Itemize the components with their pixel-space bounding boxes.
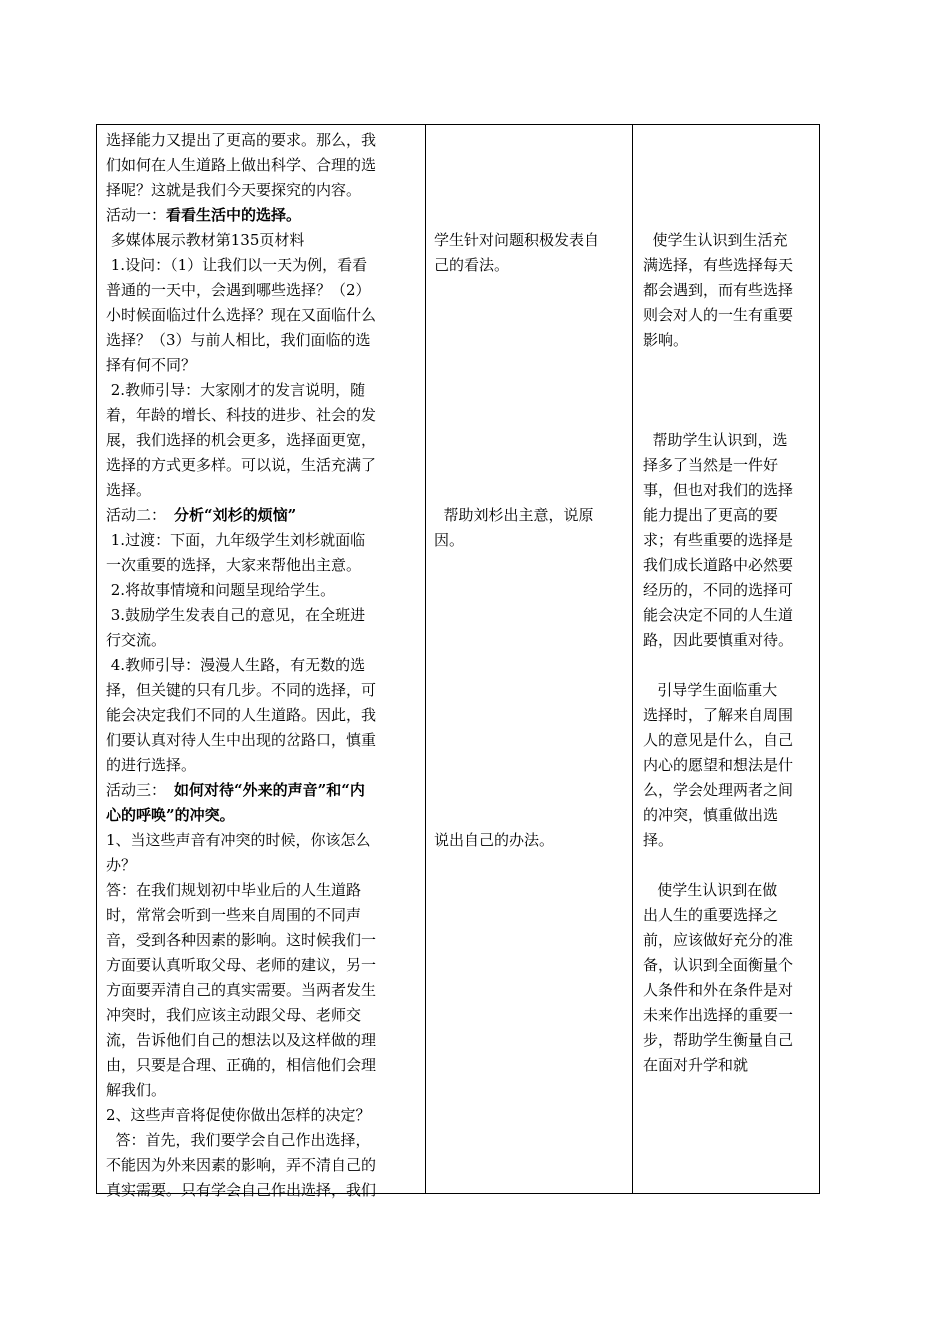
student-text-line: 说出自己的办法。: [434, 831, 555, 849]
intent-text-line: 在面对升学和就: [643, 1056, 749, 1074]
process-text-line: 2.将故事情境和问题呈现给学生。: [106, 581, 336, 599]
process-text-line: 2.教师引导：大家刚才的发言说明，随: [106, 381, 366, 399]
process-text-line: 一次重要的选择，大家来帮他出主意。: [106, 556, 362, 574]
intent-text-line: 未来作出选择的重要一: [643, 1006, 794, 1024]
process-text-line: 的进行选择。: [106, 756, 197, 774]
process-text-line: 普通的一天中，会遇到哪些选择？（2）: [106, 281, 371, 299]
column-divider-1: [425, 125, 426, 1193]
intent-text-line: 帮助学生认识到，选: [643, 431, 788, 449]
activity-title: 如何对待“外来的声音”和“内: [174, 781, 365, 799]
intent-text-line: 能会决定不同的人生道: [643, 606, 794, 624]
intent-text-line: 么，学会处理两者之间: [643, 781, 794, 799]
intent-text-line: 人条件和外在条件是对: [643, 981, 794, 999]
intent-text-line: 满选择，有些选择每天: [643, 256, 794, 274]
process-text-line: 方面要认真听取父母、老师的建议，另一: [106, 956, 377, 974]
process-text-line: 1、当这些声音有冲突的时候，你该怎么: [106, 831, 371, 849]
process-text-line: 由，只要是合理、正确的，相信他们会理: [106, 1056, 377, 1074]
process-text-line: 们要认真对待人生中出现的岔路口，慎重: [106, 731, 377, 749]
intent-text-line: 出人生的重要选择之: [643, 906, 779, 924]
process-text-line: 答：首先，我们要学会自己作出选择，: [106, 1131, 371, 1149]
process-text-line: 2、这些声音将促使你做出怎样的决定？: [106, 1106, 371, 1124]
process-text-line: 流，告诉他们自己的想法以及这样做的理: [106, 1031, 377, 1049]
process-text-line: 方面要弄清自己的真实需要。当两者发生: [106, 981, 377, 999]
process-text-line: 择，但关键的只有几步。不同的选择，可: [106, 681, 377, 699]
process-text-line: 行交流。: [106, 631, 167, 649]
intent-text-line: 事，但也对我们的选择: [643, 481, 794, 499]
process-text-line: 多媒体展示教材第135页材料: [106, 231, 305, 249]
intent-text-line: 影响。: [643, 331, 689, 349]
intent-text-line: 内心的愿望和想法是什: [643, 756, 794, 774]
process-text-line: 3.鼓励学生发表自己的意见，在全班进: [106, 606, 366, 624]
intent-text-line: 引导学生面临重大: [643, 681, 778, 699]
intent-text-line: 我们成长道路中必然要: [643, 556, 794, 574]
student-text-line: 学生针对问题积极发表自: [434, 231, 600, 249]
activity-title: 分析“刘杉的烦恼”: [174, 506, 297, 524]
intent-text-line: 能力提出了更高的要: [643, 506, 779, 524]
intent-text-line: 择。: [643, 831, 674, 849]
process-text-line: 4.教师引导：漫漫人生路，有无数的选: [106, 656, 366, 674]
process-text-line: 们如何在人生道路上做出科学、合理的选: [106, 156, 377, 174]
intent-text-line: 求；有些重要的选择是: [643, 531, 794, 549]
intent-text-line: 择多了当然是一件好: [643, 456, 779, 474]
intent-text-line: 选择时，了解来自周围: [643, 706, 794, 724]
intent-text-line: 前，应该做好充分的准: [643, 931, 794, 949]
process-text-line: 择有何不同？: [106, 356, 197, 374]
process-text-line: 能会决定我们不同的人生道路。因此，我: [106, 706, 377, 724]
activity-title: 看看生活中的选择。: [166, 206, 302, 224]
student-text-line: 因。: [434, 531, 465, 549]
activity-label: 活动三：: [106, 781, 167, 799]
process-text-line: 选择。: [106, 481, 152, 499]
process-text-line: 选择？（3）与前人相比，我们面临的选: [106, 331, 371, 349]
intent-text-line: 备，认识到全面衡量个: [643, 956, 794, 974]
lesson-plan-table: [96, 124, 820, 1199]
activity-label: 活动二：: [106, 506, 167, 524]
process-text-line: 音，受到各种因素的影响。这时候我们一: [106, 931, 377, 949]
process-text-line: 时，常常会听到一些来自周围的不同声: [106, 906, 362, 924]
intent-text-line: 步，帮助学生衡量自己: [643, 1031, 794, 1049]
process-text-line: 选择能力又提出了更高的要求。那么，我: [106, 131, 377, 149]
process-text-line: 1.设问：（1）让我们以一天为例，看看: [106, 256, 368, 274]
process-text-line: 不能因为外来因素的影响，弄不清自己的: [106, 1156, 377, 1174]
intent-text-line: 则会对人的一生有重要: [643, 306, 794, 324]
intent-text-line: 的冲突，慎重做出选: [643, 806, 779, 824]
process-text-line: 办？: [106, 856, 137, 874]
activity-label: 活动一：: [106, 206, 167, 224]
intent-text-line: 使学生认识到生活充: [643, 231, 788, 249]
activity-title-continued: 心的呼唤”的冲突。: [106, 806, 235, 824]
intent-text-line: 经历的，不同的选择可: [643, 581, 794, 599]
intent-text-line: 使学生认识到在做: [643, 881, 778, 899]
process-text-line: 小时候面临过什么选择？现在又面临什么: [106, 306, 377, 324]
process-text-line: 展，我们选择的机会更多，选择面更宽，: [106, 431, 377, 449]
process-text-line: 真实需要。只有学会自己作出选择，我们: [106, 1181, 377, 1199]
intent-text-line: 都会遇到，而有些选择: [643, 281, 794, 299]
intent-text-line: 路，因此要慎重对待。: [643, 631, 794, 649]
process-text-line: 冲突时，我们应该主动跟父母、老师交: [106, 1006, 362, 1024]
process-text-line: 解我们。: [106, 1081, 167, 1099]
process-text-line: 选择的方式更多样。可以说，生活充满了: [106, 456, 377, 474]
process-text-line: 答：在我们规划初中毕业后的人生道路: [106, 881, 362, 899]
student-text-line: 帮助刘杉出主意，说原: [434, 506, 594, 524]
intent-text-line: 人的意见是什么，自己: [643, 731, 794, 749]
process-text-line: 择呢？这就是我们今天要探究的内容。: [106, 181, 362, 199]
column-divider-2: [632, 125, 633, 1193]
student-text-line: 己的看法。: [434, 256, 510, 274]
process-text-line: 着，年龄的增长、科技的进步、社会的发: [106, 406, 377, 424]
process-text-line: 1.过渡：下面，九年级学生刘杉就面临: [106, 531, 366, 549]
